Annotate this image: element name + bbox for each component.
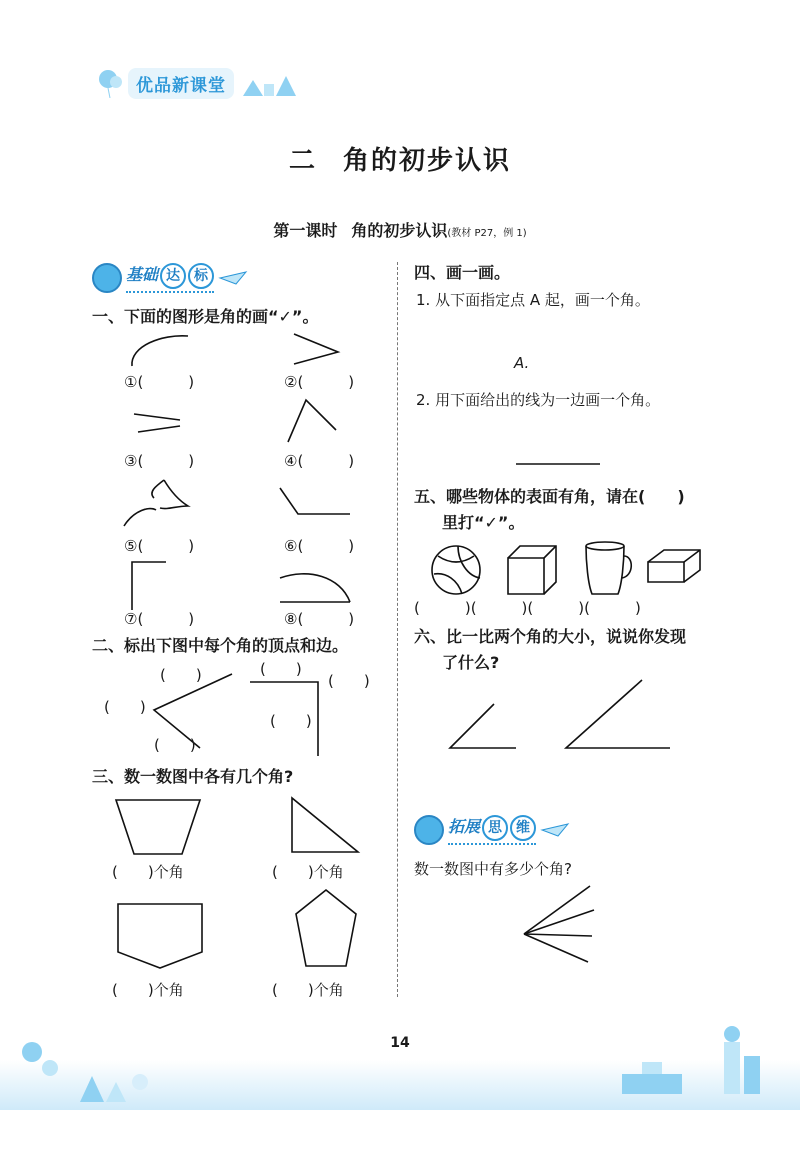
lesson-name: 角的初步认识: [351, 221, 448, 240]
q1-figure-1: [124, 330, 204, 370]
q2-blank-2[interactable]: ( ): [104, 698, 146, 716]
q4-item-1: 1. 从下面指定点 A 起，画一个角。: [416, 291, 650, 309]
q3-shape-triangle: [286, 794, 366, 858]
page-number: 14: [390, 1035, 410, 1051]
balloon-icon: [96, 68, 124, 98]
panda-mascot-icon: [92, 263, 122, 293]
cube-icon: [504, 542, 558, 598]
q4-title: 四、画一画。: [414, 263, 511, 282]
q6-large-angle: [562, 676, 674, 752]
q5-title-1: 五、哪些物体的表面有角，请在( ): [414, 487, 685, 506]
q4-point-a: A.: [514, 354, 530, 372]
q1-label-6[interactable]: ⑥( ): [284, 537, 355, 555]
q1-label-1[interactable]: ①( ): [124, 373, 195, 391]
basic-circle-1: 达: [160, 263, 186, 289]
q3-shape-pentagon-house: [114, 900, 208, 974]
town-footer-icon: [612, 1022, 782, 1106]
extend-question: 数一数图中有多少个角?: [414, 860, 572, 878]
flower-decoration-icon: [10, 1022, 160, 1106]
chapter-number: 二: [288, 146, 317, 176]
lesson-label: 第一课时: [273, 221, 338, 240]
town-decoration-icon: [238, 68, 298, 98]
rectangular-box-icon: [644, 546, 704, 586]
q5-title-2: 里打“✓”。: [442, 513, 525, 532]
q4-given-line: [514, 458, 604, 468]
q2-blank-6[interactable]: ( ): [270, 712, 312, 730]
q1-label-5[interactable]: ⑤( ): [124, 537, 195, 555]
q3-shape-trapezoid: [112, 796, 206, 860]
q1-figure-5: [120, 476, 200, 536]
q1-figure-6: [276, 484, 356, 524]
brand-name: 优品新课堂: [128, 68, 234, 99]
q1-figure-4: [284, 396, 344, 448]
q1-label-8[interactable]: ⑧( ): [284, 610, 355, 628]
q6-title-2: 了什么?: [442, 653, 500, 672]
q2-blank-5[interactable]: ( ): [328, 672, 370, 690]
q3-answer-1[interactable]: ( )个角: [112, 863, 184, 881]
q1-title: 一、下面的图形是角的画“✓”。: [92, 307, 319, 326]
q1-label-2[interactable]: ②( ): [284, 373, 355, 391]
basic-section-text: 基础: [126, 265, 159, 284]
q3-answer-3[interactable]: ( )个角: [112, 981, 184, 999]
q1-figure-3: [130, 400, 190, 440]
chapter-title: [0, 140, 800, 177]
paper-plane-icon: [540, 822, 570, 838]
brand-logo: [96, 66, 298, 100]
lesson-title: [0, 218, 800, 241]
q2-blank-1[interactable]: ( ): [160, 666, 202, 684]
q6-title-1: 六、比一比两个角的大小，说说你发现: [414, 627, 687, 646]
basic-circle-2: 标: [188, 263, 214, 289]
q3-shape-pentagon: [290, 886, 364, 972]
q1-figure-7: [128, 558, 178, 614]
q3-answer-2[interactable]: ( )个角: [272, 863, 344, 881]
basic-section-badge: [92, 262, 248, 293]
panda-mascot-icon: [414, 815, 444, 845]
extend-rays-figure: [520, 880, 600, 966]
extend-section-badge: [414, 814, 570, 845]
cup-icon: [580, 540, 636, 600]
q6-small-angle: [446, 700, 520, 752]
q2-blank-4[interactable]: ( ): [260, 660, 302, 678]
volleyball-icon: [428, 542, 484, 598]
lesson-reference: (教材 P27，例 1): [447, 228, 527, 239]
q1-figure-8: [276, 560, 356, 610]
paper-plane-icon: [218, 270, 248, 286]
extend-circle-1: 思: [482, 815, 508, 841]
q2-title: 二、标出下图中每个角的顶点和边。: [92, 636, 349, 655]
q3-answer-4[interactable]: ( )个角: [272, 981, 344, 999]
extend-section-text: 拓展: [448, 817, 481, 836]
q1-label-7[interactable]: ⑦( ): [124, 610, 195, 628]
q3-title: 三、数一数图中各有几个角?: [92, 767, 294, 786]
q1-label-3[interactable]: ③( ): [124, 452, 195, 470]
chapter-name: 角的初步认识: [343, 146, 512, 176]
q5-answer-blanks[interactable]: ( )( )( )( ): [414, 599, 641, 617]
q1-figure-2: [286, 330, 346, 370]
q2-blank-3[interactable]: ( ): [154, 736, 196, 754]
q1-label-4[interactable]: ④( ): [284, 452, 355, 470]
q4-item-2: 2. 用下面给出的线为一边画一个角。: [416, 391, 661, 409]
extend-circle-2: 维: [510, 815, 536, 841]
column-divider: [397, 262, 398, 997]
